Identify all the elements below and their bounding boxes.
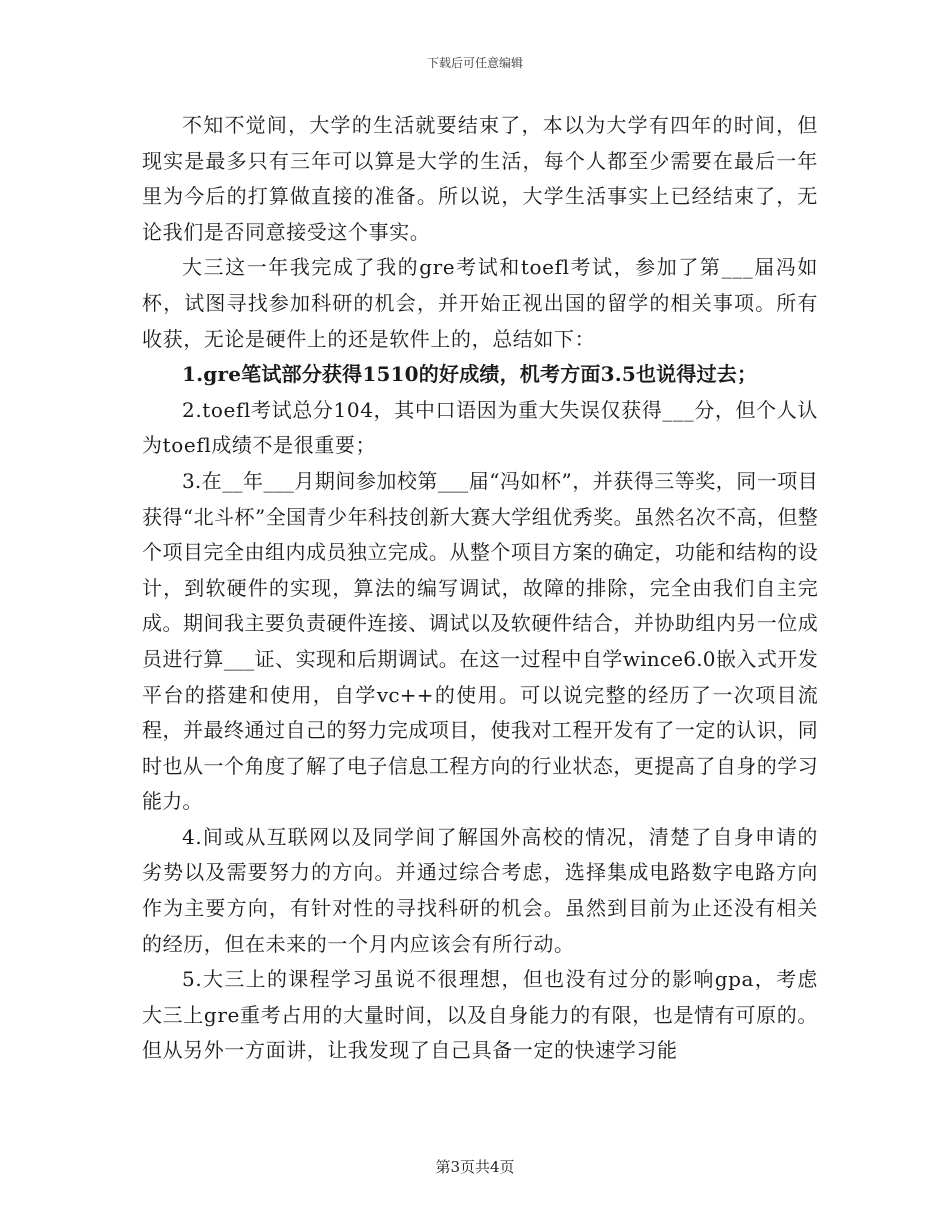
list-item-toefl: 2.toefl考试总分104，其中口语因为重大失误仅获得___分，但个人认为toefl成绩不是很重要；: [142, 397, 818, 458]
list-item-study-abroad: 4.间或从互联网以及同学间了解国外高校的情况，清楚了自身申请的劣势以及需要努力的方向。并通过综合考虑，选择集成电路数字电路方向作为主要方向，有针对性的寻找科研的机会。虽然到目前为止还没有相关的经历，但在未来的一个月内应该会有所行动。: [142, 824, 818, 956]
list-item-gre: 1.gre笔试部分获得1510的好成绩，机考方面3.5也说得过去；: [182, 362, 758, 387]
paragraph-intro: 不知不觉间，大学的生活就要结束了，本以为大学有四年的时间，但现实是最多只有三年可以算是大学的生活，每个人都至少需要在最后一年里为今后的打算做直接的准备。所以说，大学生活事实上已经结束了，无论我们是否同意接受这个事实。: [142, 113, 818, 244]
paragraph-junior-year: 大三这一年我完成了我的gre考试和toefl考试，参加了第___届冯如杯，试图寻找参加科研的机会，并开始正视出国的留学的相关事项。所有收获，无论是硬件上的还是软件上的，总结如下：: [142, 255, 818, 351]
list-item-competition: 3.在__年___月期间参加校第___届“冯如杯”，并获得三等奖，同一项目获得“北斗杯”全国青少年科技创新大赛大学组优秀奖。虽然名次不高，但整个项目完全由组内成员独立完成。从整个项目方案的确定，功能和结构的设计，到软硬件的实现，算法的编写调试，故障的排除，完全由我们自主完成。期间我主要负责硬件连接、调试以及软硬件结合，并协助组内另一位成员进行算___证、实现和后期调试。在这一过程中自学wince6.0嵌入式开发平台的搭建和使用，自学vc++的使用。可以说完整的经历了一次项目流程，并最终通过自己的努力完成项目，使我对工程开发有了一定的认识，同时也从一个角度了解了电子信息工程方向的行业状态，更提高了自身的学习能力。: [142, 468, 818, 814]
document-body: [142, 108, 818, 1069]
page-header: 下载后可任意编辑: [426, 56, 523, 70]
page-number: 第3页共4页: [435, 1158, 515, 1176]
list-item-coursework: 5.大三上的课程学习虽说不很理想，但也没有过分的影响gpa，考虑大三上gre重考占用的大量时间，以及自身能力的有限，也是情有可原的。但从另外一方面讲，让我发现了自己具备一定的快速学习能: [142, 967, 818, 1063]
